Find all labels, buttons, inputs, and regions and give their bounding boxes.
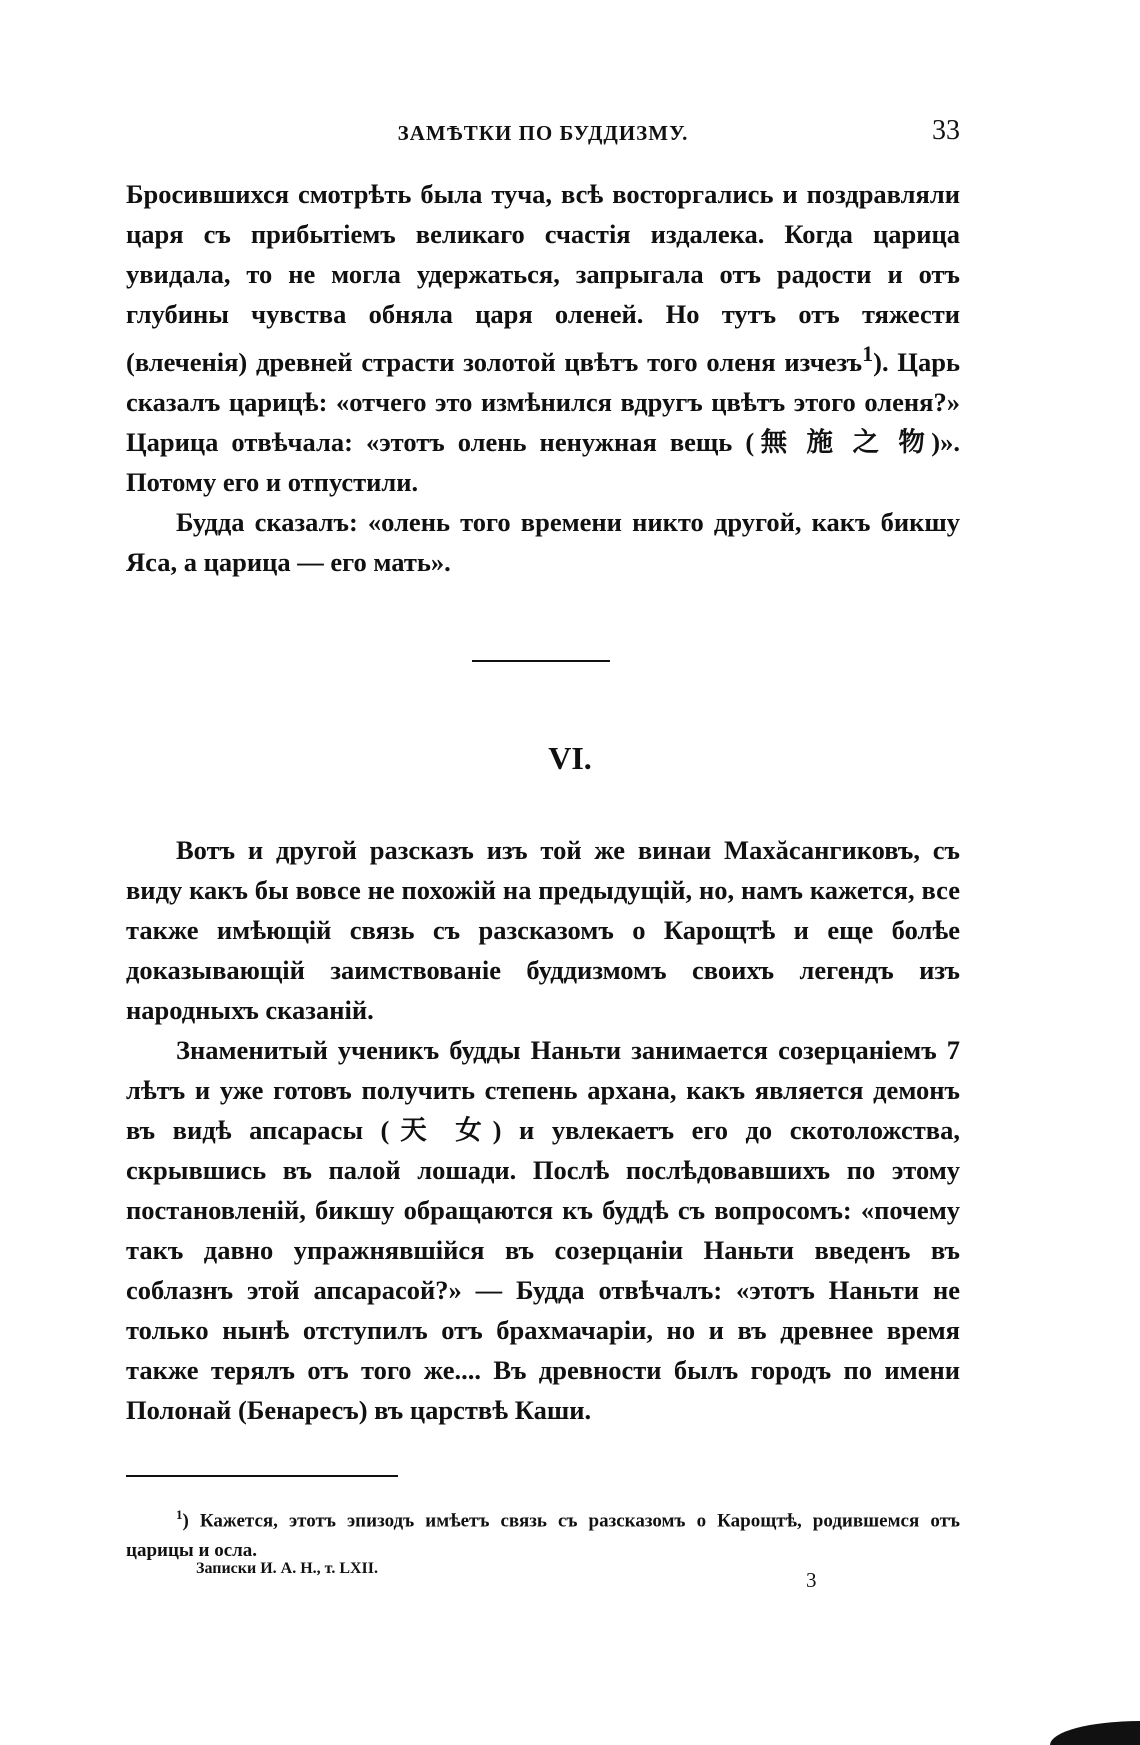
section-heading: VI. [548,740,592,776]
page-header [126,115,960,155]
paragraph-4: Знаменитый ученикъ будды Наньти занимается созерцаніемъ 7 лѣтъ и уже готовъ получить степень архана, какъ является демонъ въ видѣ апсарасы (天 女) и увлекаетъ его до скотоложства, скрывшись въ палой лошади. Послѣ послѣдовавшихъ по этому постановленій, бикшу обращаются къ буддѣ съ вопросомъ: «почему такъ давно упражнявшійся въ созерцаніи Наньти введенъ въ соблазнъ этой апсарасой?» — Будда отвѣчалъ: «этотъ Наньти не только нынѣ отступилъ отъ брахмачаріи, но и въ древнее время также терялъ отъ того же.... Въ древности былъ городъ по имени Полонай (Бенаресъ) въ царствѣ Каши. [126,1035,960,1425]
page-number: 33 [932,115,960,146]
footnote-divider [126,1475,398,1477]
paragraph-2: Будда сказалъ: «олень того времени никто другой, какъ бикшу Яса, а царица — его мать». [126,506,960,577]
page-edge-shadow [1050,1721,1140,1745]
footnote-reference: 1 [862,341,874,366]
paragraph-1-continuation: ). Царь сказалъ царицѣ: «отчего это измѣнился вдругъ цвѣтъ этого оленя?» Царица отвѣчала: «этотъ олень ненужная вещь (無 施 之 物)». Потому его и отпустили. [126,346,960,497]
paragraph-1-text: Бросившихся смотрѣть была туча, всѣ восторгались и поздравляли царя съ прибытіемъ великаго счастія издалека. Когда царица увидала, то не могла удержаться, запрыгала отъ радости и отъ глубины чувства обняла царя оленей. Но тутъ отъ тяжести (влеченія) древней страсти золотой цвѣтъ того оленя изчезъ [126,179,960,377]
bottom-text-block [126,830,960,1430]
running-title: ЗАМѢТКИ ПО БУДДИЗМУ. [397,121,689,145]
footnote-paragraph [126,1500,960,1566]
top-text-block [126,174,960,582]
signature-line: Записки И. А. Н., т. LXII. [196,1560,378,1577]
footnote [126,1500,960,1566]
section-divider [472,660,610,662]
footnote-text: ) Кажется, этотъ эпизодъ имѣетъ связь съ разсказомъ о Карощтѣ, родившемся отъ царицы и осла. [126,1510,960,1562]
paragraph-1 [126,174,960,502]
footnote-marker: 1 [176,1507,183,1522]
paragraph-3: Вотъ и другой разсказъ изъ той же винаи Махăсангиковъ, съ виду какъ бы вовсе не похожій на предыдущій, но, намъ кажется, все также имѣющій связь съ разсказомъ о Карощтѣ и еще болѣе доказывающій заимствованіе буддизмомъ своихъ легендъ изъ народныхъ сказаній. [126,835,960,1025]
sheet-number: 3 [806,1568,817,1592]
